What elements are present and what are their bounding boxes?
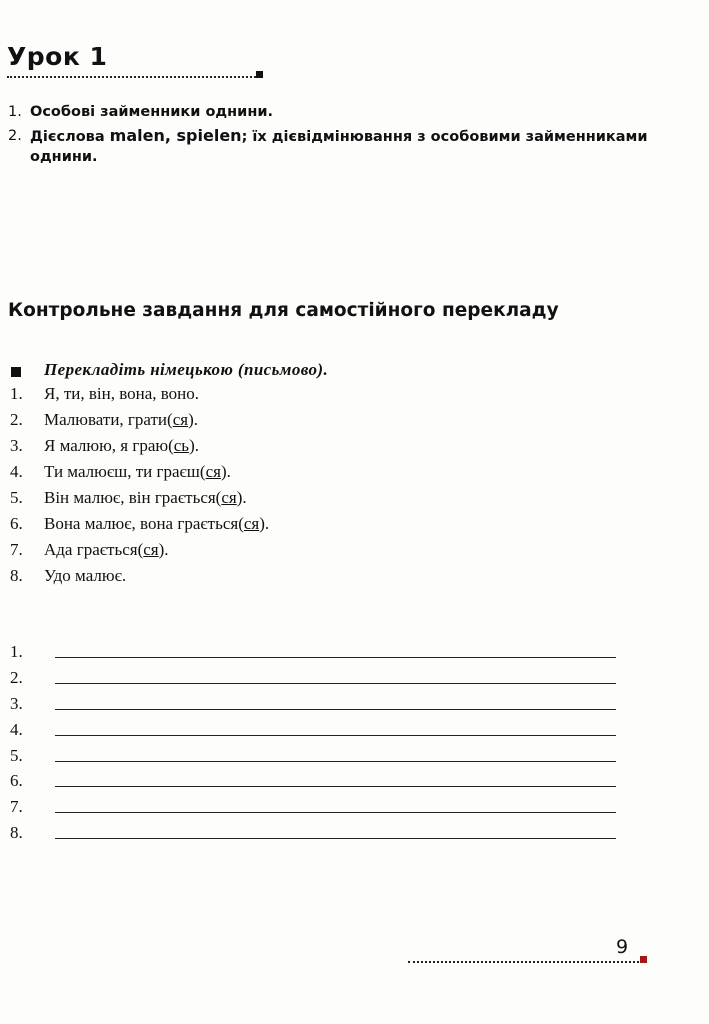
- answer-row: [8, 666, 628, 692]
- task-item-text: [44, 514, 269, 534]
- answer-number: 8.: [10, 823, 23, 843]
- answer-row: [8, 769, 628, 795]
- reflexive-suffix: ся: [221, 488, 237, 507]
- task-item: [8, 410, 688, 436]
- task-item: [8, 462, 688, 488]
- answer-line[interactable]: [55, 812, 616, 813]
- task-item-number: 6.: [10, 514, 23, 533]
- lesson-title: Урок 1: [7, 42, 108, 71]
- answer-line[interactable]: [55, 838, 616, 839]
- task-item: [8, 488, 688, 514]
- task-item-number: 3.: [10, 436, 23, 455]
- topic-number: 2.: [8, 128, 22, 144]
- translation-task: [8, 360, 688, 592]
- square-bullet-icon: [11, 367, 21, 377]
- task-item-tail: ).: [236, 488, 247, 507]
- task-item-text: [44, 540, 169, 560]
- topic-text: Дієслова: [30, 129, 110, 145]
- task-item-number: 4.: [10, 462, 23, 481]
- task-item-number: 5.: [10, 488, 23, 507]
- task-item-number: 7.: [10, 540, 23, 559]
- answer-number: 4.: [10, 719, 23, 739]
- reflexive-suffix: ся: [205, 462, 221, 481]
- task-item-phrase: Він малює, він грається(: [44, 488, 222, 507]
- answer-lines: [8, 640, 628, 847]
- topic-text: ; їх дієвідмінювання з особовими займенниками однини.: [30, 129, 648, 165]
- task-item-tail: ).: [188, 410, 198, 429]
- task-item-phrase: Удо малює.: [44, 566, 127, 585]
- footer-square-icon: [640, 956, 647, 963]
- topic-text: Особові займенники однини.: [30, 104, 274, 120]
- page-number: 9: [616, 936, 629, 958]
- task-item-phrase: Я, ти, він, вона, воно.: [44, 384, 200, 403]
- task-item: [8, 384, 688, 410]
- answer-line[interactable]: [55, 761, 616, 762]
- answer-row: [8, 718, 628, 744]
- answer-number: 7.: [10, 797, 23, 817]
- answer-row: [8, 692, 628, 718]
- task-item-tail: ).: [220, 462, 231, 481]
- title-dotted-rule: [7, 76, 259, 78]
- answer-row: [8, 795, 628, 821]
- task-instruction: Перекладіть німецькою (письмово).: [44, 360, 329, 379]
- answer-number: 2.: [10, 667, 23, 687]
- task-item-phrase: Ти малюєш, ти граєш(: [44, 462, 206, 481]
- answer-number: 5.: [10, 745, 23, 765]
- task-item: [8, 540, 688, 566]
- task-item-text: [44, 384, 199, 404]
- lesson-topics: [8, 102, 668, 171]
- task-item-phrase: Вона малює, вона грається(: [44, 514, 244, 533]
- reflexive-suffix: ся: [172, 410, 189, 429]
- topic-item: [8, 126, 668, 167]
- task-item: [8, 514, 688, 540]
- task-header: [8, 360, 688, 384]
- reflexive-suffix: сь: [173, 436, 190, 455]
- task-item-tail: ).: [259, 514, 270, 533]
- answer-line[interactable]: [55, 709, 616, 710]
- task-item-text: [44, 488, 247, 508]
- answer-number: 3.: [10, 693, 23, 713]
- topic-number: 1.: [8, 104, 22, 120]
- task-item-number: 1.: [10, 384, 23, 403]
- answer-number: 6.: [10, 771, 23, 791]
- footer-dotted-rule: [408, 961, 639, 963]
- section-heading: Контрольне завдання для самостійного перекладу: [8, 300, 559, 321]
- task-item: [8, 566, 688, 592]
- task-item-text: [44, 566, 126, 586]
- answer-number: 1.: [10, 642, 23, 661]
- answer-line[interactable]: [55, 735, 616, 736]
- task-item-tail: ).: [189, 436, 199, 455]
- task-item: [8, 436, 688, 462]
- task-item-text: [44, 410, 198, 430]
- topic-item: [8, 102, 668, 122]
- answer-row: [8, 821, 628, 847]
- task-item-text: [44, 462, 231, 482]
- answer-line[interactable]: [55, 786, 616, 787]
- answer-line[interactable]: [55, 657, 616, 658]
- task-item-tail: ).: [158, 540, 169, 559]
- topic-verbs: malen, spielen: [109, 126, 242, 145]
- answer-line[interactable]: [55, 683, 616, 684]
- title-square-icon: [256, 71, 263, 78]
- task-item-text: [44, 436, 199, 456]
- task-item-phrase: Ада грається(: [44, 540, 144, 559]
- task-item-number: 2.: [10, 410, 23, 429]
- answer-row: [8, 744, 628, 770]
- task-item-phrase: Малювати, грати(: [44, 410, 173, 429]
- task-item-number: 8.: [10, 566, 23, 585]
- task-item-phrase: Я малюю, я граю(: [44, 436, 174, 455]
- reflexive-suffix: ся: [243, 514, 260, 533]
- reflexive-suffix: ся: [143, 540, 159, 559]
- answer-row: [8, 640, 628, 666]
